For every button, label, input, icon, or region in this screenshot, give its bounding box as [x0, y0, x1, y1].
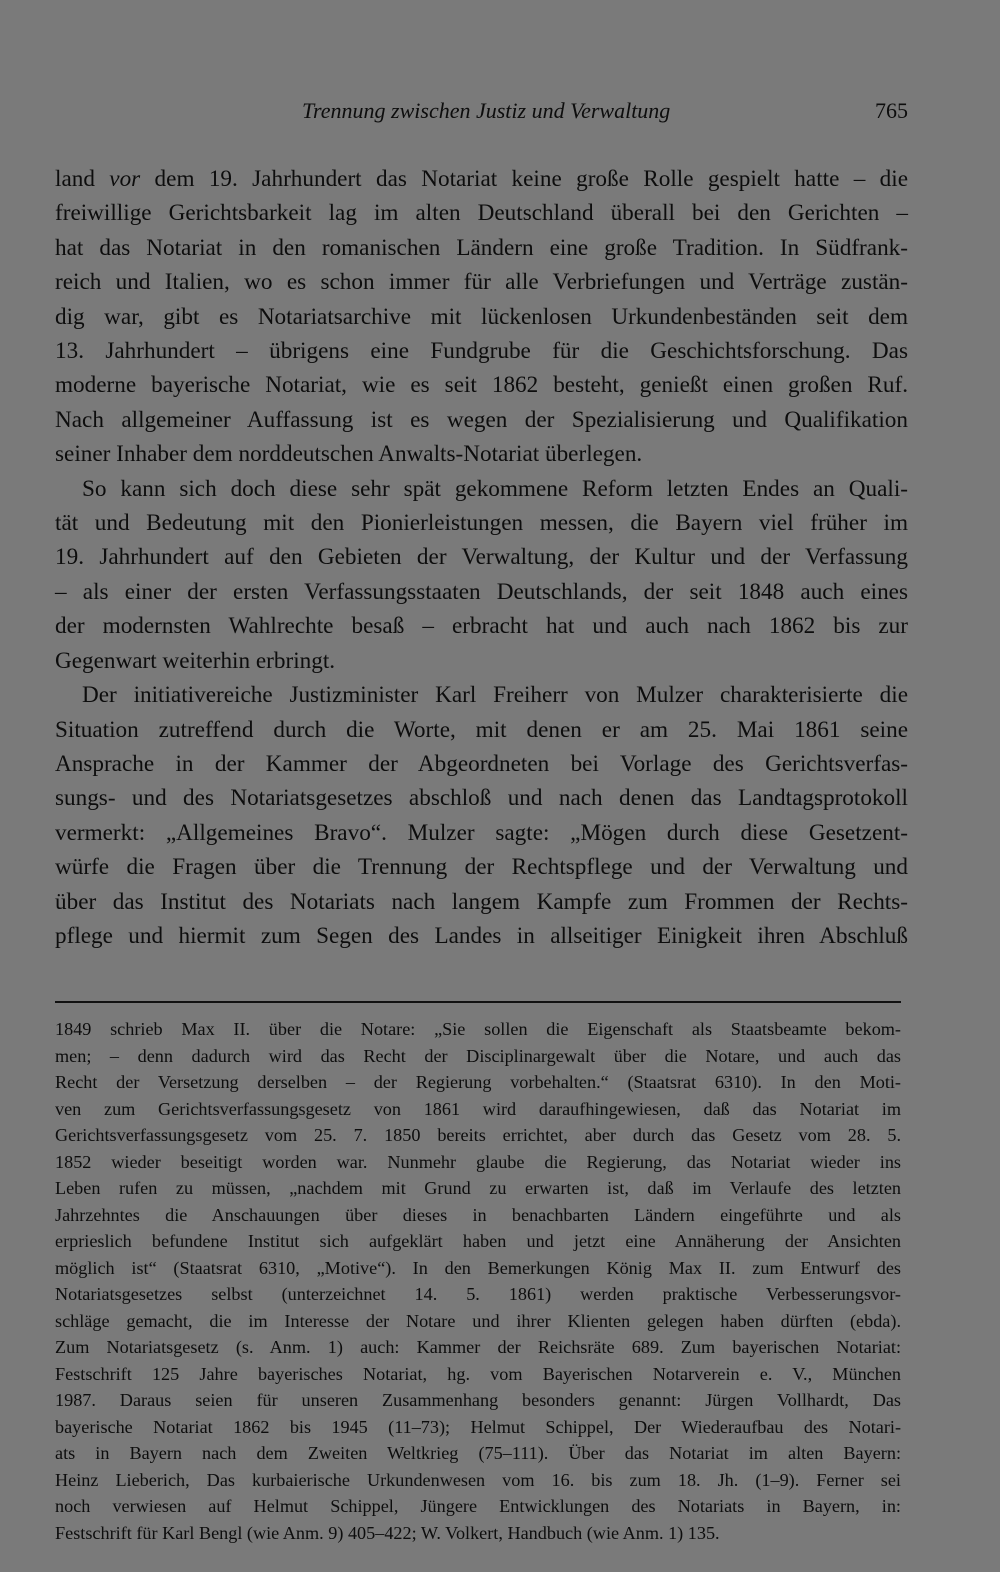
text-line: tät und Bedeutung mit den Pionierleistungen messen, die Bayern viel früher im [55, 510, 908, 537]
page-number: 765 [875, 98, 908, 123]
text-line: So kann sich doch diese sehr spät gekommene Reform letzten Endes an Quali- [82, 475, 908, 502]
text-line: Gegenwart weiterhin erbringt. [55, 647, 336, 674]
footnote-line: Festschrift für Karl Bengl (wie Anm. 9) 405–422; W. Volkert, Handbuch (wie Anm. 1) 135. [55, 1522, 720, 1543]
footnote-line: 1849 schrieb Max II. über die Notare: „Sie sollen die Eigenschaft als Staatsbeamte bekom- [55, 1019, 901, 1039]
footnote-line: Gerichtsverfassungsgesetz vom 25. 7. 1850 bereits errichtet, aber durch das Gesetz vom 28. 5. [55, 1125, 901, 1145]
footnote-line: schläge gemacht, die im Interesse der Notare und ihrer Klienten gelegen haben dürften (ebda). [55, 1310, 901, 1331]
footnote-line: bayerische Notariat 1862 bis 1945 (11–73); Helmut Schippel, Der Wiederaufbau des Notari- [55, 1416, 901, 1437]
footnote-line: ats in Bayern nach dem Zweiten Weltkrieg (75–111). Über das Notariat im alten Bayern: [55, 1443, 901, 1463]
footnote-line: 1987. Daraus seien für unseren Zusammenhang besonders genannt: Jürgen Vollhardt, Das [55, 1390, 901, 1410]
text-line: pflege und hiermit zum Segen des Landes in allseitiger Einigkeit ihren Abschluß [55, 922, 908, 949]
text-line: der modernsten Wahlrechte besaß – erbracht hat und auch nach 1862 bis zur [55, 613, 908, 640]
footnote-line: men; – denn dadurch wird das Recht der Disciplinargewalt über die Notare, und auch das [55, 1045, 901, 1066]
footnote-line: Heinz Lieberich, Das kurbaierische Urkundenwesen vom 16. bis zum 18. Jh. (1–9). Ferner sei [55, 1469, 901, 1490]
footnote-divider [55, 1001, 901, 1003]
text-line: seiner Inhaber dem norddeutschen Anwalts-Notariat überlegen. [55, 441, 643, 468]
text-line: vermerkt: „Allgemeines Bravo“. Mulzer sagte: „Mögen durch diese Gesetzent- [55, 819, 908, 846]
text-line: Der initiativereiche Justizminister Karl Freiherr von Mulzer charakterisierte die [82, 682, 908, 709]
text-line: über das Institut des Notariats nach langem Kampfe zum Frommen der Rechts- [55, 888, 908, 915]
text-line: dig war, gibt es Notariatsarchive mit lückenlosen Urkundenbeständen seit dem [55, 303, 908, 330]
footnote-line: Leben rufen zu müssen, „nachdem mit Grund zu erwarten ist, daß im Verlaufe des letzten [55, 1178, 901, 1198]
footnote-block [55, 1016, 901, 1546]
text-line: 19. Jahrhundert auf den Gebieten der Verwaltung, der Kultur und der Verfassung [55, 544, 908, 571]
footnote-line: Festschrift 125 Jahre bayerisches Notariat, hg. vom Bayerischen Notarverein e. V., München [55, 1363, 901, 1384]
text-line: Ansprache in der Kammer der Abgeordneten bei Vorlage des Gerichtsverfas- [55, 750, 908, 777]
footnote-line: erprieslich befundene Institut sich aufgeklärt haben und jetzt eine Annäherung der Ansichten [55, 1231, 901, 1251]
text-line: sungs- und des Notariatsgesetzes abschloß und nach denen das Landtagsprotokoll [55, 785, 908, 812]
text-line: 13. Jahrhundert – übrigens eine Fundgrube für die Geschichtsforschung. Das [55, 338, 908, 365]
text-line: moderne bayerische Notariat, wie es seit 1862 besteht, genießt einen großen Ruf. [55, 372, 908, 399]
text-line: reich und Italien, wo es schon immer für alle Verbriefungen und Verträge zustän- [55, 269, 908, 296]
text-line: land vor dem 19. Jahrhundert das Notariat keine große Rolle gespielt hatte – die [55, 166, 908, 192]
text-line: – als einer der ersten Verfassungsstaaten Deutschlands, der seit 1848 auch eines [55, 578, 908, 605]
footnote-line: ven zum Gerichtsverfassungsgesetz von 1861 wird daraufhingewiesen, daß das Notariat im [55, 1098, 901, 1119]
footnote-line: 1852 wieder beseitigt worden war. Nunmehr glaube die Regierung, das Notariat wieder ins [55, 1151, 901, 1172]
text-line: Nach allgemeiner Auffassung ist es wegen der Spezialisierung und Qualifikation [55, 406, 908, 433]
footnote-line: noch verwiesen auf Helmut Schippel, Jüngere Entwicklungen des Notariats in Bayern, in: [55, 1496, 901, 1516]
text-line: hat das Notariat in den romanischen Ländern eine große Tradition. In Südfrank- [55, 234, 908, 261]
footnote-line: Jahrzehntes die Anschauungen über dieses in benachbarten Ländern eingeführte und als [55, 1204, 901, 1225]
text-line: Situation zutreffend durch die Worte, mit denen er am 25. Mai 1861 seine [55, 716, 908, 743]
main-text [55, 162, 908, 953]
text-line: würfe die Fragen über die Trennung der Rechtspflege und der Verwaltung und [55, 854, 908, 881]
running-title: Trennung zwischen Justiz und Verwaltung [302, 98, 671, 123]
running-head [0, 98, 1000, 130]
footnote-line: Recht der Versetzung derselben – der Regierung vorbehalten.“ (Staatsrat 6310). In den Moti- [55, 1072, 901, 1092]
footnote-line: möglich ist“ (Staatsrat 6310, „Motive“). In den Bemerkungen König Max II. zum Entwurf des [55, 1257, 901, 1278]
text-line: freiwillige Gerichtsbarkeit lag im alten Deutschland überall bei den Gerichten – [55, 200, 908, 227]
footnote-line: Zum Notariatsgesetz (s. Anm. 1) auch: Kammer der Reichsräte 689. Zum bayerischen Notariat: [55, 1337, 901, 1357]
footnote-line: Notariatsgesetzes selbst (unterzeichnet 14. 5. 1861) werden praktische Verbesserungsvor- [55, 1284, 901, 1304]
